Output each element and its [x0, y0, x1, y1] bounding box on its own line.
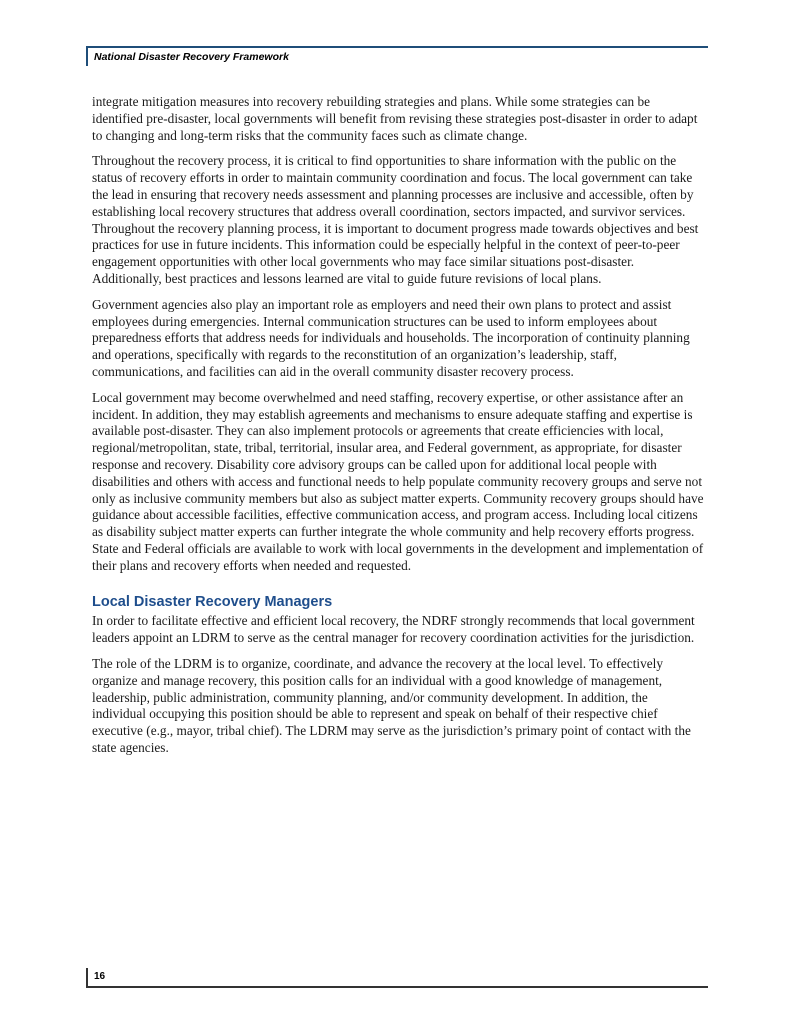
header-title: National Disaster Recovery Framework — [94, 51, 289, 63]
paragraph: Throughout the recovery process, it is critical to find opportunities to share information with the public on the status of recovery efforts in order to maintain community coordination and focus. The local government can take the lead in ensuring that recovery needs assessment and planning processes are inclusive and accessible, often by establishing local recovery structures that address overall coordination, sectors impacted, and survivor services. Throughout the recovery planning process, it is important to document progress made towards objectives and best practices for use in future incidents. This information could be especially helpful in the context of peer-to-peer engagement opportunities with other local governments who may face similar situations post-disaster. Additionally, best practices and lessons learned are vital to guide future revisions of local plans. — [92, 153, 699, 286]
page-number: 16 — [94, 971, 106, 982]
running-header — [86, 46, 708, 66]
body-content — [92, 94, 704, 766]
running-footer — [86, 968, 708, 988]
section-heading: Local Disaster Recovery Managers — [92, 593, 333, 610]
paragraph: Government agencies also play an important role as employers and need their own plans to protect and assist employees during emergencies. Internal communication structures can be used to inform employees about preparedness efforts that address needs for individuals and households. The incorporation of continuity planning and operations, specifically with regards to the reconstitution of an organization’s leadership, staff, communications, and facilities can aid in the overall community disaster recovery process. — [92, 296, 690, 379]
paragraph: The role of the LDRM is to organize, coordinate, and advance the recovery at the local level. To effectively organize and manage recovery, this position calls for an individual with a good knowledge of management, leadership, public administration, community planning, and/or community development. In addition, the individual occupying this position should be able to represent and speak on behalf of their respective chief executive (e.g., mayor, tribal chief). The LDRM may serve as the jurisdiction’s primary point of contact with the state agencies. — [92, 655, 691, 755]
paragraph: Local government may become overwhelmed and need staffing, recovery expertise, or other assistance after an incident. In addition, they may establish agreements and mechanisms to ensure adequate staffing and expertise is available post-disaster. They can also implement protocols or agreements that create efficiencies with local, regional/metropolitan, state, tribal, territorial, insular area, and Federal government, as appropriate, for disaster response and recovery. Disability core advisory groups can be called upon for additional local people with disabilities and others with access and functional needs to help populate community recovery groups and serve not only as inclusive community members but also as subject matter experts. Community recovery groups should have guidance about accessible facilities, effective communication access, and program access. Including local citizens as disability subject matter experts can further integrate the whole community and help recovery efforts progress. State and Federal officials are available to work with local governments in the development and implementation of their plans and recovery efforts when needed and requested. — [92, 389, 704, 573]
paragraph: integrate mitigation measures into recovery rebuilding strategies and plans. While some strategies can be identified pre-disaster, local governments will benefit from revising these strategies post-disaster in order to adapt to changing and long-term risks that the community faces such as climate change. — [92, 94, 698, 143]
paragraph: In order to facilitate effective and efficient local recovery, the NDRF strongly recommends that local government leaders appoint an LDRM to serve as the central manager for recovery coordination activities for the jurisdiction. — [92, 613, 695, 646]
